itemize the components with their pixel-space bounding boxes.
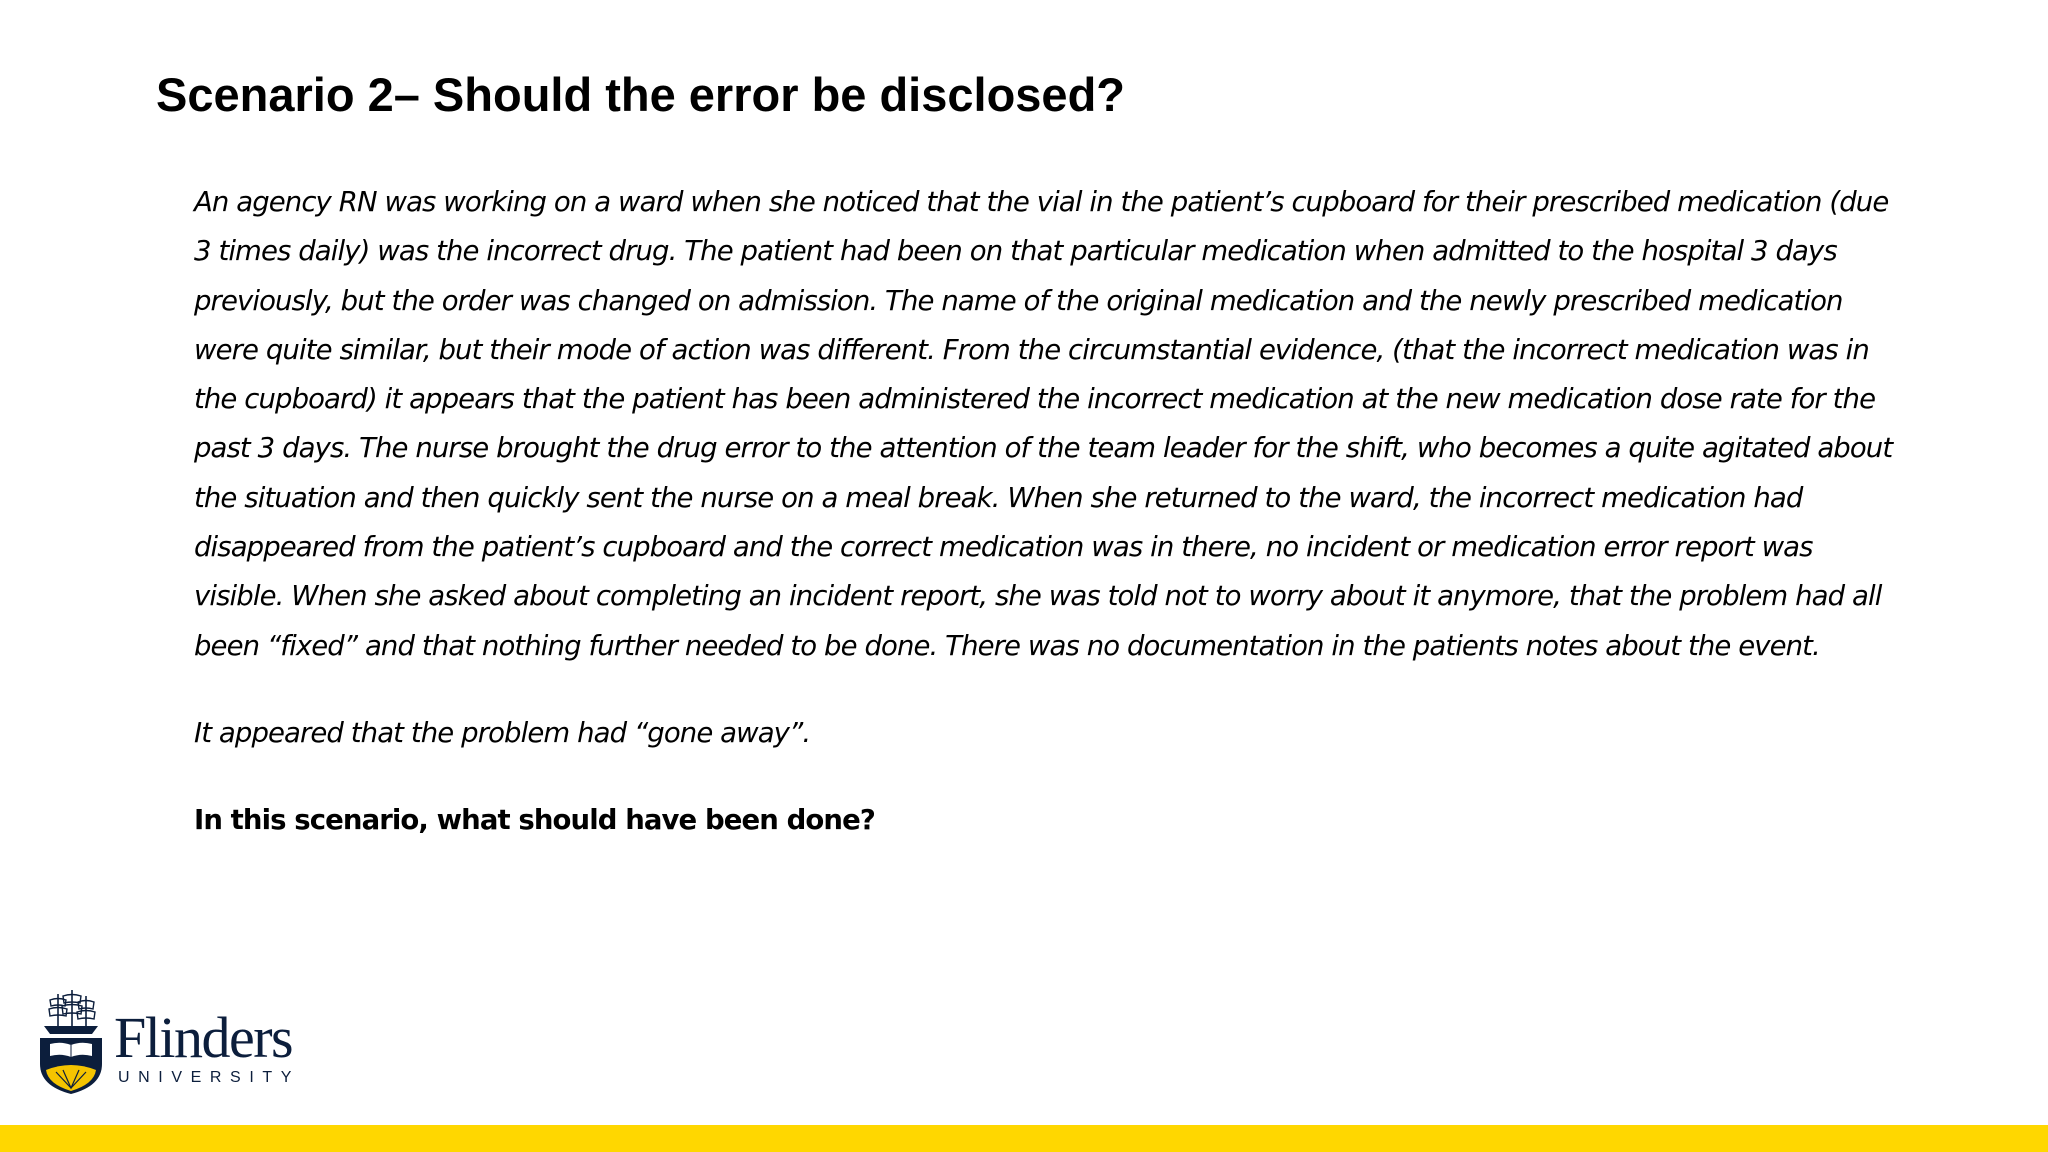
footer-bar — [0, 1125, 2048, 1152]
scenario-conclusion: It appeared that the problem had “gone away”. — [194, 716, 811, 749]
flinders-logo — [36, 988, 326, 1096]
scenario-paragraph: An agency RN was working on a ward when she noticed that the vial in the patient’s cupboard for their prescribed medication (due 3 times daily) was the incorrect drug. The patient had been on that particular medication when admitted to the hospital 3 days previously, but the order was changed on admission. The name of the original medication and the newly prescribed medication were quite similar, but their mode of action was different. From the circumstantial evidence, (that the incorrect medication was in the cupboard) it appears that the patient has been administered the incorrect medication at the new medication dose rate for the past 3 days. The nurse brought the drug error to the attention of the team leader for the shift, who becomes a quite agitated about the situation and then quickly sent the nurse on a meal break. When she returned to the ward, the incorrect medication had disappeared from the patient’s cupboard and the correct medication was in there, no incident or medication error report was visible. When she asked about completing an incident report, she was told not to worry about it anymore, that the problem had all been “fixed” and that nothing further needed to be done. There was no documentation in the patients notes about the event. — [194, 186, 1893, 662]
flinders-crest-icon — [36, 988, 106, 1096]
scenario-question: In this scenario, what should have been done? — [194, 804, 875, 837]
logo-subtitle: UNIVERSITY — [118, 1069, 301, 1086]
slide-title: Scenario 2– Should the error be disclosed? — [156, 68, 1125, 121]
logo-wordmark: Flinders — [114, 1005, 293, 1070]
slide-body — [194, 178, 1894, 845]
